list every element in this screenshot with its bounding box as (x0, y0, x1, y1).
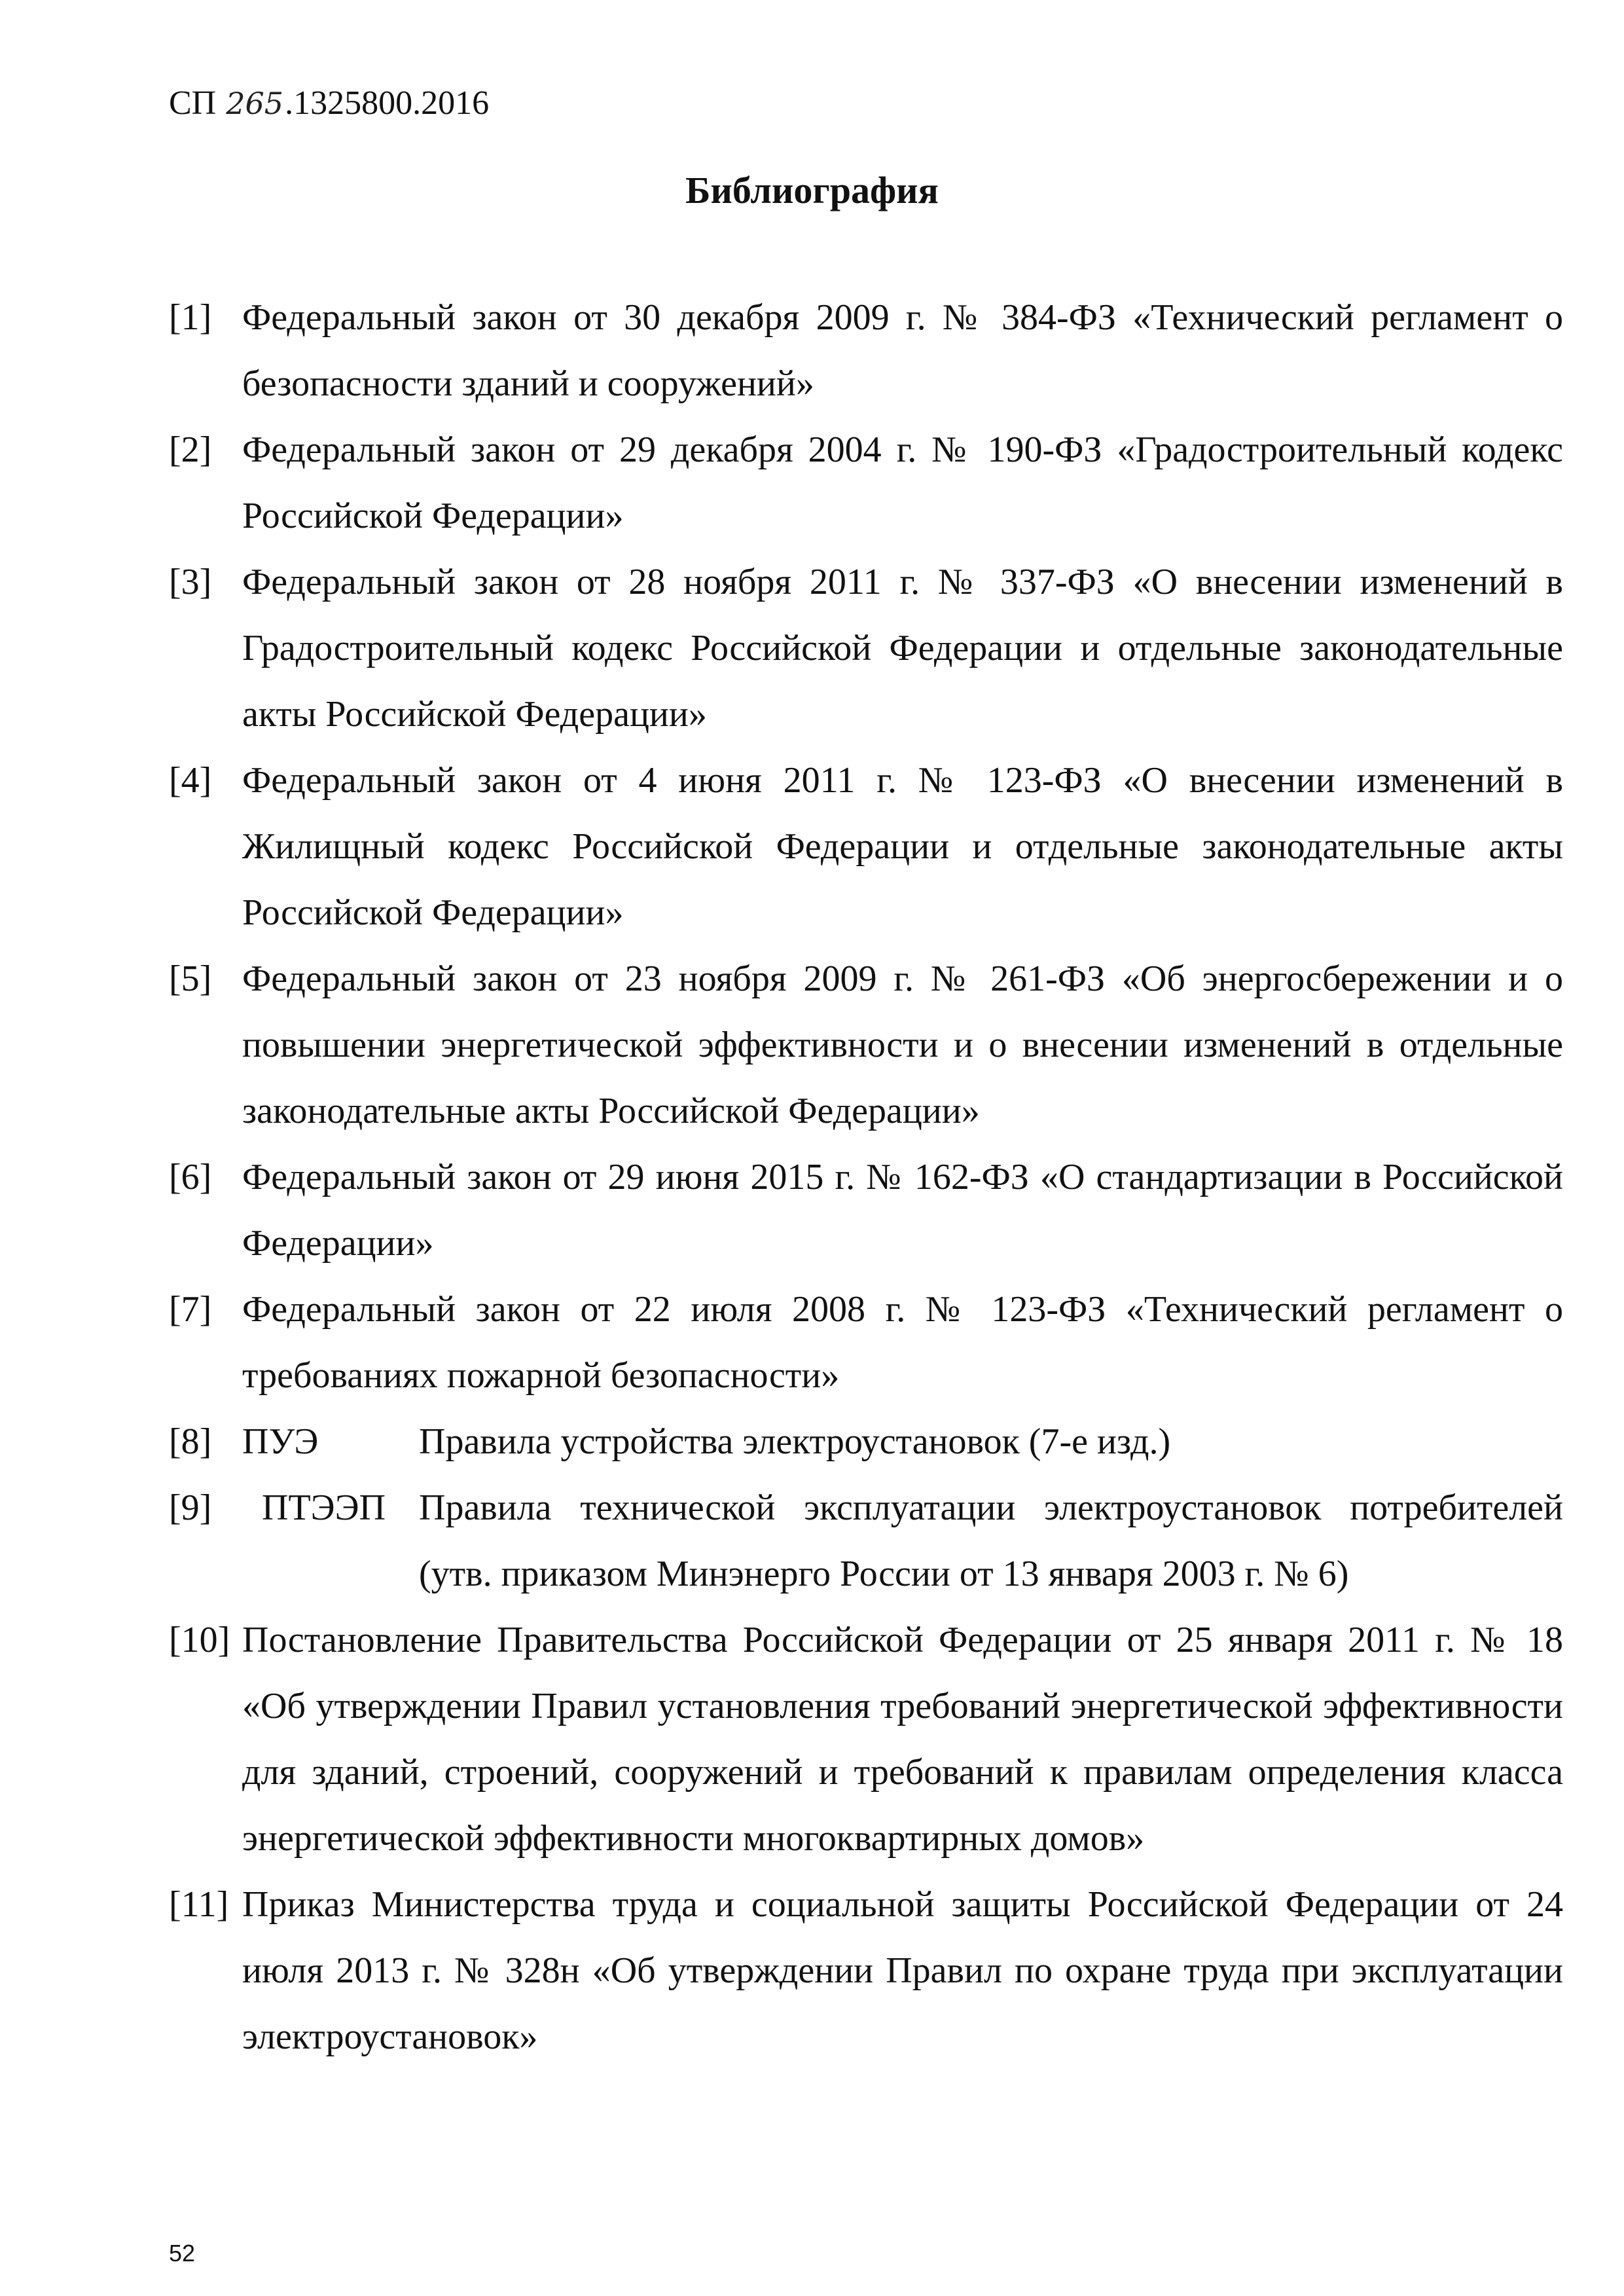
entry-text: Федеральный закон от 4 июня 2011 г. № 123-ФЗ «О внесении изменений в Жилищный кодекс Российской Федерации и отдельные законодательные акты Российской Федерации» (242, 760, 1563, 933)
bibliography-entry (169, 1409, 1563, 1475)
entry-number: [3] (169, 562, 212, 602)
entry-text: Федеральный закон от 22 июля 2008 г. № 123-ФЗ «Технический регламент о требованиях пожарной безопасности» (242, 1289, 1563, 1396)
bibliography-entry (169, 549, 1563, 748)
entry-text: Федеральный закон от 29 декабря 2004 г. № 190-ФЗ «Градостроительный кодекс Российской Федерации» (242, 429, 1563, 536)
entry-number: [11] (169, 1884, 229, 1925)
entry-number: [2] (169, 429, 212, 470)
entry-text: Правила технической эксплуатации электроустановок потребителей (утв. приказом Минэнерго России от 13 января 2003 г. № 6) (419, 1487, 1563, 1594)
bibliography-entry (169, 1475, 1563, 1607)
bibliography-entry (169, 1872, 1563, 2070)
entry-number: [10] (169, 1620, 230, 1660)
bibliography-entry (169, 285, 1563, 417)
bibliography-entry (169, 748, 1563, 946)
entry-number: [7] (169, 1289, 212, 1330)
entry-number: [1] (169, 297, 212, 338)
entry-text: Федеральный закон от 28 ноября 2011 г. № 337-ФЗ «О внесении изменений в Градостроительный кодекс Российской Федерации и отдельные законодательные акты Российской Федерации» (242, 562, 1563, 735)
bibliography-entry (169, 1144, 1563, 1277)
page-number: 52 (169, 2240, 196, 2267)
entry-text: Федеральный закон от 29 июня 2015 г. № 162-ФЗ «О стандартизации в Российской Федерации» (242, 1157, 1563, 1264)
entry-text: Федеральный закон от 23 ноября 2009 г. № 261-ФЗ «Об энергосбережении и о повышении энергетической эффективности и о внесении изменений в отдельные законодательные акты Российской Федерации» (242, 958, 1563, 1131)
entry-abbreviation: ПТЭЭП (262, 1487, 386, 1528)
bibliography-entry (169, 417, 1563, 549)
entry-abbreviation: ПУЭ (242, 1421, 319, 1462)
entry-number: [6] (169, 1157, 212, 1197)
entry-text: Приказ Министерства труда и социальной защиты Российской Федерации от 24 июля 2013 г. № 328н «Об утверждении Правил по охране труда при эксплуатации электроустановок» (242, 1884, 1563, 2057)
entry-text: Федеральный закон от 30 декабря 2009 г. № 384-ФЗ «Технический регламент о безопасности зданий и сооружений» (242, 297, 1563, 404)
bibliography-entry (169, 946, 1563, 1144)
bibliography-list (169, 285, 1563, 2070)
bibliography-entry (169, 1607, 1563, 1872)
bibliography-entry (169, 1277, 1563, 1409)
entry-number: [8] (169, 1421, 212, 1462)
entry-number: [5] (169, 958, 212, 999)
page-title: Библиография (685, 169, 939, 211)
entry-number: [4] (169, 760, 212, 801)
document-code (169, 77, 489, 130)
code-suffix: .1325800.2016 (285, 84, 490, 122)
entry-number: [9] (169, 1487, 212, 1528)
entry-text: Правила устройства электроустановок (7-е изд.) (419, 1421, 1171, 1462)
entry-text: Постановление Правительства Российской Федерации от 25 января 2011 г. № 18 «Об утверждении Правил установления требований энергетической эффективности для зданий, строений, сооружений и требований к правилам определения класса энергетической эффективности многоквартирных домов» (242, 1620, 1563, 1859)
handwritten-number: 265 (226, 86, 284, 121)
code-prefix: СП (169, 84, 217, 122)
